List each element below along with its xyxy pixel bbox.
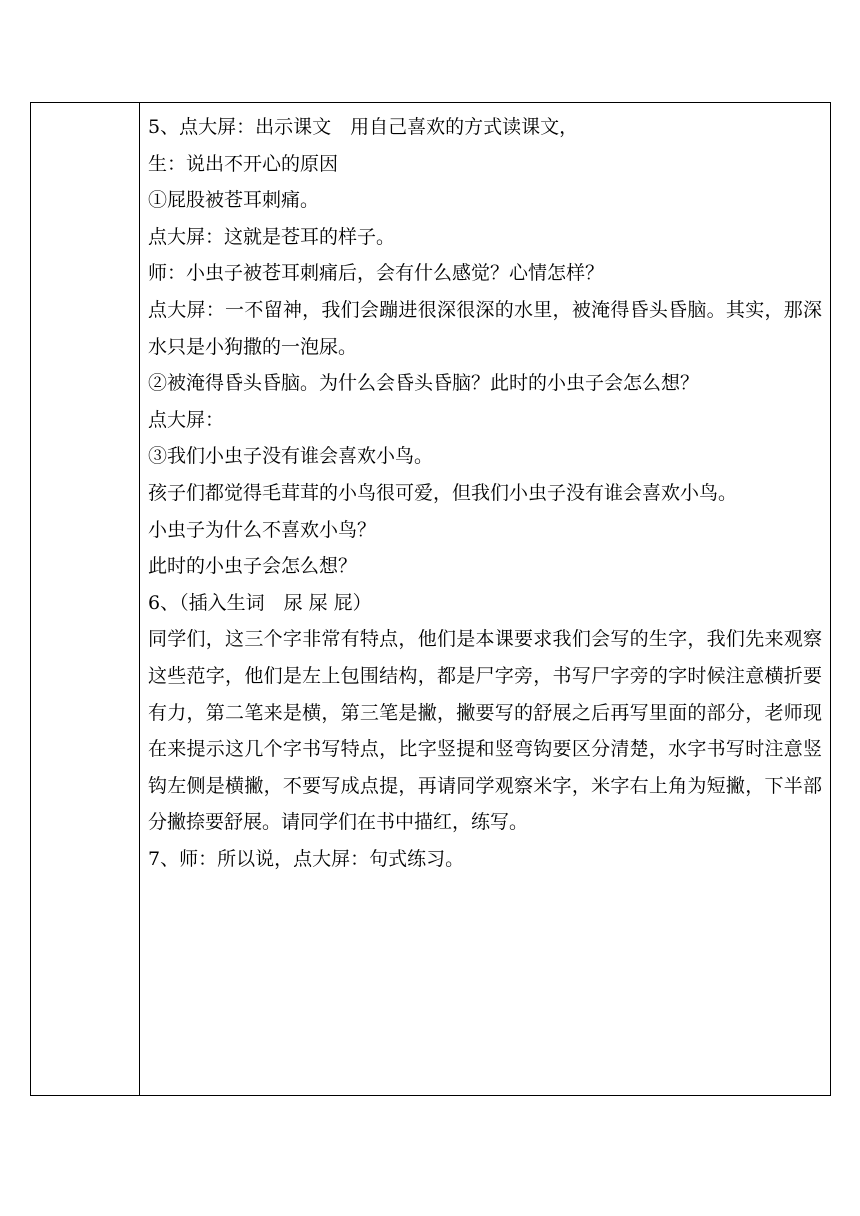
step-6-line: 6、（插入生词 尿 屎 屁） (148, 591, 372, 614)
left-column-cell (31, 103, 140, 1095)
teacher-question-line: 师：小虫子被苍耳刺痛后，会有什么感觉？心情怎样？ (148, 262, 605, 285)
point-2-line: ②被淹得昏头昏脑。为什么会昏头昏脑？此时的小虫子会怎么想？ (148, 372, 700, 395)
bird-line: 孩子们都觉得毛茸茸的小鸟很可爱，但我们小虫子没有谁会喜欢小鸟。 (148, 481, 738, 504)
think-question-line: 此时的小虫子会怎么想？ (148, 555, 358, 578)
lesson-table (30, 102, 831, 1096)
point-1-line: ①屁股被苍耳刺痛。 (148, 189, 320, 212)
student-line: 生：说出不开心的原因 (148, 152, 339, 175)
writing-instruction-paragraph: 同学们，这三个字非常有特点，他们是本课要求我们会写的生字，我们先来观察这些范字，他们是左上包围结构，都是尸字旁，书写尸字旁的字时候注意横折要有力，第二笔来是横，第三笔是撇，撇要写的舒展之后再写里面的部分，老师现在来提示这几个字书写特点，比字竖提和竖弯钩要区分清楚，水字书写时注意竖钩左侧是横撇，不要写成点提，再请同学观察米字，米字右上角为短撇，下半部分撇捺要舒展。请同学们在书中描红，练写。 (148, 628, 822, 834)
content-cell (140, 103, 830, 1095)
point-3-line: ③我们小虫子没有谁会喜欢小鸟。 (148, 445, 434, 468)
screen-cocklebur-line: 点大屏：这就是苍耳的样子。 (148, 225, 396, 248)
bird-question-line: 小虫子为什么不喜欢小鸟？ (148, 518, 377, 541)
step-5-line: 5、点大屏：出示课文 用自己喜欢的方式读课文， (148, 116, 579, 138)
step-7-line: 7、师：所以说，点大屏：句式练习。 (148, 847, 465, 870)
screen-label-line: 点大屏： (148, 408, 225, 431)
screen-water-paragraph: 点大屏：一不留神，我们会蹦进很深很深的水里，被淹得昏头昏脑。其实，那深水只是小狗撒的一泡尿。 (148, 298, 822, 358)
